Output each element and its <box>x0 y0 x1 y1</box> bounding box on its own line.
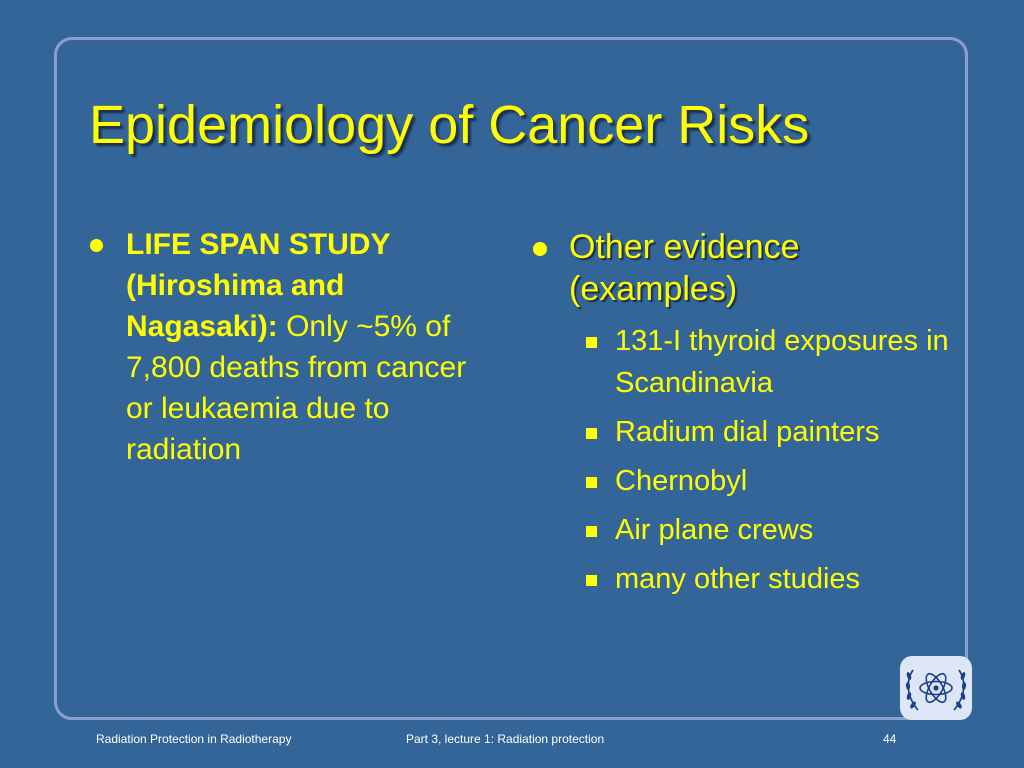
left-column <box>88 224 478 470</box>
square-bullet-icon <box>586 428 597 439</box>
right-bullet-text: Other evidence (examples) <box>569 228 800 308</box>
list-item <box>583 320 951 404</box>
square-bullet-icon <box>586 526 597 537</box>
square-bullet-icon <box>586 337 597 348</box>
left-bullet-bold-text: LIFE SPAN STUDY (Hiroshima and Nagasaki): <box>126 228 390 343</box>
square-bullet-icon <box>586 575 597 586</box>
bullet-dot-icon <box>90 239 103 252</box>
evidence-list <box>531 320 951 600</box>
list-item-text: Radium dial painters <box>615 416 880 448</box>
atom-laurel-icon <box>900 656 972 720</box>
list-item <box>583 509 951 551</box>
list-item <box>583 411 951 453</box>
left-bullet <box>88 224 478 470</box>
left-bullet-text: Only ~5% of 7,800 deaths from cancer or leukaemia due to radiation <box>126 310 467 466</box>
iaea-logo-icon <box>900 656 972 720</box>
square-bullet-icon <box>586 477 597 488</box>
footer-course-title: Radiation Protection in Radiotherapy <box>96 732 292 746</box>
footer-lecture-title: Part 3, lecture 1: Radiation protection <box>406 732 605 746</box>
list-item-text: Air plane crews <box>615 514 814 546</box>
footer-page-number: 44 <box>883 732 897 746</box>
list-item <box>583 558 951 600</box>
right-column <box>531 226 951 607</box>
list-item <box>583 460 951 502</box>
list-item-text: 131-I thyroid exposures in Scandinavia <box>615 325 949 399</box>
list-item-text: Chernobyl <box>615 465 748 497</box>
right-bullet <box>531 226 951 310</box>
bullet-dot-icon <box>533 242 547 256</box>
list-item-text: many other studies <box>615 563 861 595</box>
slide-title: Epidemiology of Cancer Risks <box>89 95 810 155</box>
